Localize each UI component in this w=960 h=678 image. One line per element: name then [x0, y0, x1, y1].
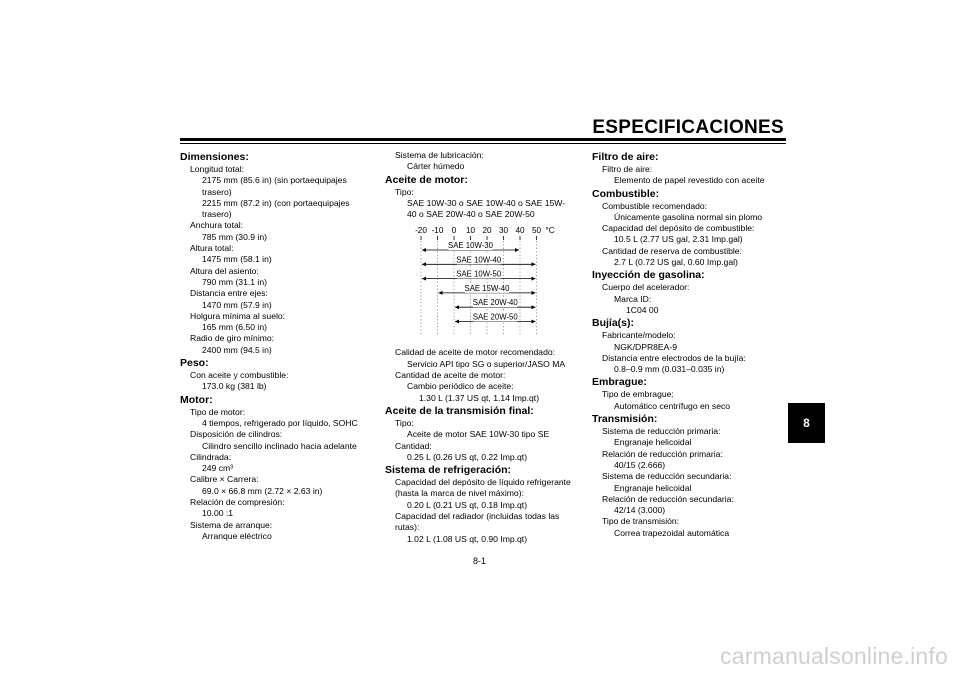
spec-line: SAE 10W-30 o SAE 10W-40 o SAE 15W-	[407, 197, 566, 208]
spec-line: (hasta la marca de nivel máximo):	[395, 488, 524, 499]
spec-line: Engranaje helicoidal	[614, 482, 692, 493]
spec-line: Holgura mínima al suelo:	[190, 310, 286, 321]
spec-line: 1.02 L (1.08 US qt, 0.90 Imp.qt)	[407, 533, 528, 544]
spec-line: Tipo de embrague:	[602, 389, 674, 400]
range-arrow-left	[455, 320, 459, 324]
spec-line: 0.25 L (0.26 US qt, 0.22 Imp.qt)	[407, 451, 528, 462]
spec-column-1	[180, 150, 376, 542]
spec-line: Con aceite y combustible:	[190, 370, 289, 381]
spec-line: Cilindrada:	[190, 451, 232, 462]
spec-line: trasero)	[202, 186, 232, 197]
range-arrow-right	[515, 248, 519, 252]
tick-label: 10	[465, 226, 476, 236]
spec-line: Cárter húmedo	[407, 161, 465, 172]
spec-line: 0.8–0.9 mm (0.031–0.035 in)	[614, 364, 725, 375]
spec-line: 1C04 00	[626, 304, 659, 315]
spec-column-2-top	[385, 150, 581, 220]
range-arrow-right	[532, 291, 536, 295]
spec-line: Longitud total:	[190, 164, 244, 174]
section-heading: Bujía(s):	[592, 317, 634, 330]
spec-column-3	[592, 150, 788, 539]
spec-line: Radio de giro mínimo:	[190, 333, 275, 344]
spec-line: NGK/DPR8EA-9	[614, 341, 678, 352]
section-heading: Peso:	[180, 357, 209, 370]
spec-line: Tipo de motor:	[190, 406, 246, 417]
spec-line: Sistema de lubricación:	[395, 150, 484, 160]
spec-line: Sistema de reducción secundaria:	[602, 471, 732, 482]
spec-line: 2400 mm (94.5 in)	[202, 344, 272, 355]
spec-line: 790 mm (31.1 in)	[202, 276, 267, 287]
spec-line: Relación de reducción primaria:	[602, 448, 723, 459]
spec-line: Altura del asiento:	[190, 265, 259, 276]
range-arrow-left	[422, 248, 426, 252]
tick-label: 40	[515, 226, 525, 236]
range-arrow-right	[532, 320, 536, 324]
range-arrow-left	[422, 263, 426, 267]
spec-line: Distancia entre ejes:	[190, 288, 268, 299]
range-label: SAE 10W-40	[456, 255, 502, 265]
section-heading: Aceite de la transmisión final:	[385, 404, 534, 417]
spec-line: 10.00 :1	[202, 508, 234, 519]
spec-line: Combustible recomendado:	[602, 200, 708, 211]
spec-line: Tipo:	[395, 417, 414, 428]
section-heading: Filtro de aire:	[592, 151, 659, 163]
spec-line: Tipo:	[395, 186, 414, 197]
spec-line: 2175 mm (85.6 in) (sin portaequipajes	[202, 175, 347, 186]
section-heading: Embrague:	[592, 376, 647, 389]
tick-label: 20	[482, 226, 492, 236]
spec-line: Aceite de motor SAE 10W-30 tipo SE	[407, 429, 550, 440]
spec-line: Calidad de aceite de motor recomendado:	[395, 347, 556, 358]
header-rule-thick	[180, 138, 786, 141]
spec-line: 69.0 × 66.8 mm (2.72 × 2.63 in)	[202, 485, 323, 496]
spec-line: Sistema de arranque:	[190, 519, 273, 530]
range-label: SAE 20W-40	[472, 298, 518, 308]
range-label: SAE 10W-30	[448, 241, 493, 251]
tick-label: -20	[415, 226, 427, 236]
spec-line: Únicamente gasolina normal sin plomo	[614, 211, 763, 222]
spec-line: 42/14 (3.000)	[614, 505, 666, 516]
spec-line: Correa trapezoidal automática	[614, 527, 730, 538]
spec-line: Relación de reducción secundaria:	[602, 493, 734, 504]
spec-line: Capacidad del radiador (incluidas todas las	[395, 511, 560, 522]
section-heading: Motor:	[180, 393, 213, 406]
range-arrow-left	[439, 291, 443, 295]
spec-column-2-bottom	[385, 347, 581, 544]
watermark: carmanualsonline.info	[720, 643, 948, 669]
spec-line: Engranaje helicoidal	[614, 437, 692, 448]
spec-line: Cilindro sencillo inclinado hacia adelante	[202, 440, 357, 451]
spec-line: Marca ID:	[614, 293, 652, 304]
tick-label: 0	[451, 226, 457, 236]
section-heading: Combustible:	[592, 187, 660, 200]
spec-line: Servicio API tipo SG o superior/JASO MA	[407, 358, 566, 369]
range-arrow-right	[532, 263, 536, 267]
spec-line: Altura total:	[190, 243, 234, 254]
spec-line: 173.0 kg (381 lb)	[202, 381, 267, 392]
spec-line: trasero)	[202, 209, 232, 220]
spec-line: Cantidad:	[395, 440, 432, 451]
page-title: ESPECIFICACIONES	[592, 117, 784, 138]
page-number: 8-1	[473, 556, 487, 566]
range-label: SAE 20W-50	[472, 312, 518, 322]
spec-line: 785 mm (30.9 in)	[202, 231, 267, 242]
header-rule-thin	[180, 143, 786, 144]
spec-line: Filtro de aire:	[602, 164, 653, 174]
spec-line: 2.7 L (0.72 US gal, 0.60 Imp.gal)	[614, 257, 738, 268]
unit-label: °C	[545, 226, 555, 236]
spec-line: Sistema de reducción primaria:	[602, 426, 721, 437]
spec-line: 10.5 L (2.77 US gal, 2.31 Imp.gal)	[614, 234, 743, 245]
range-arrow-left	[422, 277, 426, 281]
range-arrow-left	[455, 306, 459, 310]
spec-line: 0.20 L (0.21 US qt, 0.18 Imp.qt)	[407, 499, 528, 510]
spec-line: Calibre × Carrera:	[190, 474, 259, 485]
spec-line: 1470 mm (57.9 in)	[202, 299, 272, 310]
spec-line: 40 o SAE 20W-40 o SAE 20W-50	[407, 209, 535, 220]
section-heading: Inyección de gasolina:	[592, 269, 705, 282]
spec-line: Arranque eléctrico	[202, 530, 272, 541]
oil-viscosity-chart-svg	[385, 223, 565, 341]
spec-line: Capacidad del depósito de combustible:	[602, 223, 755, 234]
spec-line: Cambio periódico de aceite:	[407, 381, 514, 392]
range-label: SAE 15W-40	[464, 284, 510, 294]
spec-line: Cuerpo del acelerador:	[602, 282, 690, 293]
section-heading: Transmisión:	[592, 413, 658, 426]
spec-line: Distancia entre electrodos de la bujía:	[602, 352, 746, 363]
range-label: SAE 10W-50	[456, 270, 502, 280]
spec-line: 1.30 L (1.37 US qt, 1.14 Imp.qt)	[419, 392, 540, 403]
spec-line: Fabricante/modelo:	[602, 330, 676, 341]
section-heading: Aceite de motor:	[385, 173, 468, 186]
range-arrow-right	[532, 277, 536, 281]
range-arrow-right	[532, 306, 536, 310]
tick-label: 50	[531, 226, 542, 236]
spec-line: Relación de compresión:	[190, 497, 285, 508]
spec-line: 249 cm³	[202, 463, 234, 474]
section-heading: Sistema de refrigeración:	[385, 464, 512, 477]
spec-line: 2215 mm (87.2 in) (con portaequipajes	[202, 197, 350, 208]
spec-line: 40/15 (2.666)	[614, 459, 666, 470]
spec-line: Elemento de papel revestido con aceite	[614, 175, 765, 186]
spec-line: 165 mm (6.50 in)	[202, 322, 267, 333]
spec-line: Automático centrífugo en seco	[614, 400, 731, 411]
spec-line: Cantidad de aceite de motor:	[395, 370, 506, 381]
tick-label: 30	[498, 226, 509, 236]
spec-line: Anchura total:	[190, 220, 244, 231]
spec-line: 4 tiempos, refrigerado por líquido, SOHC	[202, 417, 358, 428]
spec-line: Disposición de cilindros:	[190, 429, 283, 440]
spec-column-2	[385, 150, 581, 545]
section-heading: Dimensiones:	[180, 151, 249, 163]
chapter-tab: 8	[788, 403, 825, 443]
spec-line: rutas):	[395, 522, 420, 533]
spec-line: Capacidad del depósito de líquido refrigerante	[395, 477, 571, 488]
tick-label: -10	[431, 226, 444, 236]
spec-line: 1475 mm (58.1 in)	[202, 254, 272, 265]
oil-viscosity-chart	[385, 223, 565, 341]
spec-line: Cantidad de reserva de combustible:	[602, 245, 742, 256]
spec-line: Tipo de transmisión:	[602, 516, 680, 527]
